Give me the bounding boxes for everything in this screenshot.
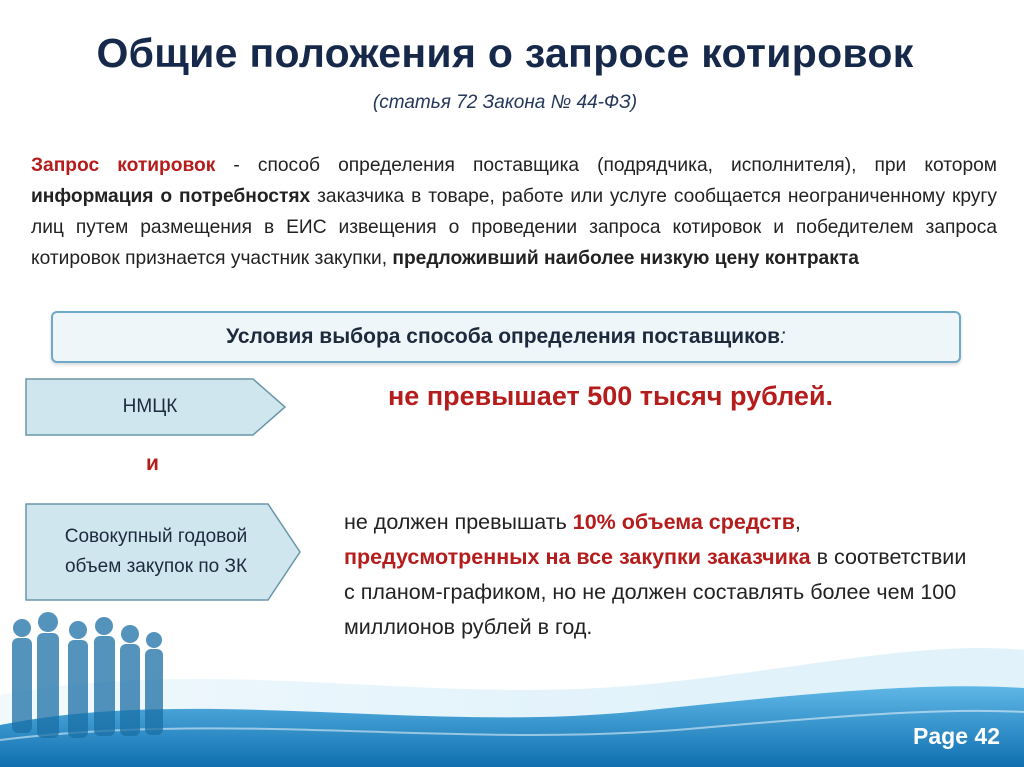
slide-subtitle: (статья 72 Закона № 44-ФЗ) — [372, 92, 638, 113]
footer-wave-decoration — [0, 600, 1024, 767]
definition-paragraph — [31, 150, 997, 274]
definition-bold-2: предложивший наиболее низкую цену контракта — [392, 248, 859, 269]
definition-text-2: заказчика в товаре, работе или услуге сообщается неограниченному кругу лиц путем размещения в ЕИС извещения о проведении запроса котировок и победителем запроса котировок признается участник закупки, — [31, 186, 997, 269]
conditions-header-colon: : — [780, 325, 786, 348]
volume-limit-comma: , — [794, 510, 801, 534]
definition-term: Запрос котировок — [31, 155, 216, 176]
volume-label-line-2: объем закупок по ЗК — [64, 556, 248, 577]
volume-label-line-1: Совокупный годовой — [64, 526, 248, 547]
nmck-label: НМЦК — [122, 396, 178, 417]
volume-label — [25, 503, 287, 601]
definition-text-1: - способ определения поставщика (подрядчика, исполнителя), при котором — [215, 155, 998, 176]
conjunction-and: и — [146, 452, 159, 475]
conditions-header-text: Условия выбора способа определения поставщиков — [226, 325, 781, 348]
page-number: Page 42 — [913, 723, 1000, 749]
volume-limit-red-1: 10% объема средств — [572, 510, 795, 534]
nmck-limit-text: не превышает 500 тысяч рублей. — [388, 381, 834, 411]
volume-arrow-box — [25, 503, 302, 601]
volume-limit-part-2: в соответствии с планом-графиком, но не должен составлять более чем 100 миллионов рублей в год. — [344, 545, 967, 639]
conditions-header-box — [51, 311, 961, 363]
nmck-arrow-box — [25, 378, 287, 436]
volume-limit-part-1: не должен превышать — [344, 510, 573, 534]
slide-title: Общие положения о запросе котировок — [96, 30, 914, 76]
volume-limit-red-2: предусмотренных на все закупки заказчика — [344, 545, 811, 569]
definition-bold-1: информация о потребностях — [31, 186, 311, 207]
